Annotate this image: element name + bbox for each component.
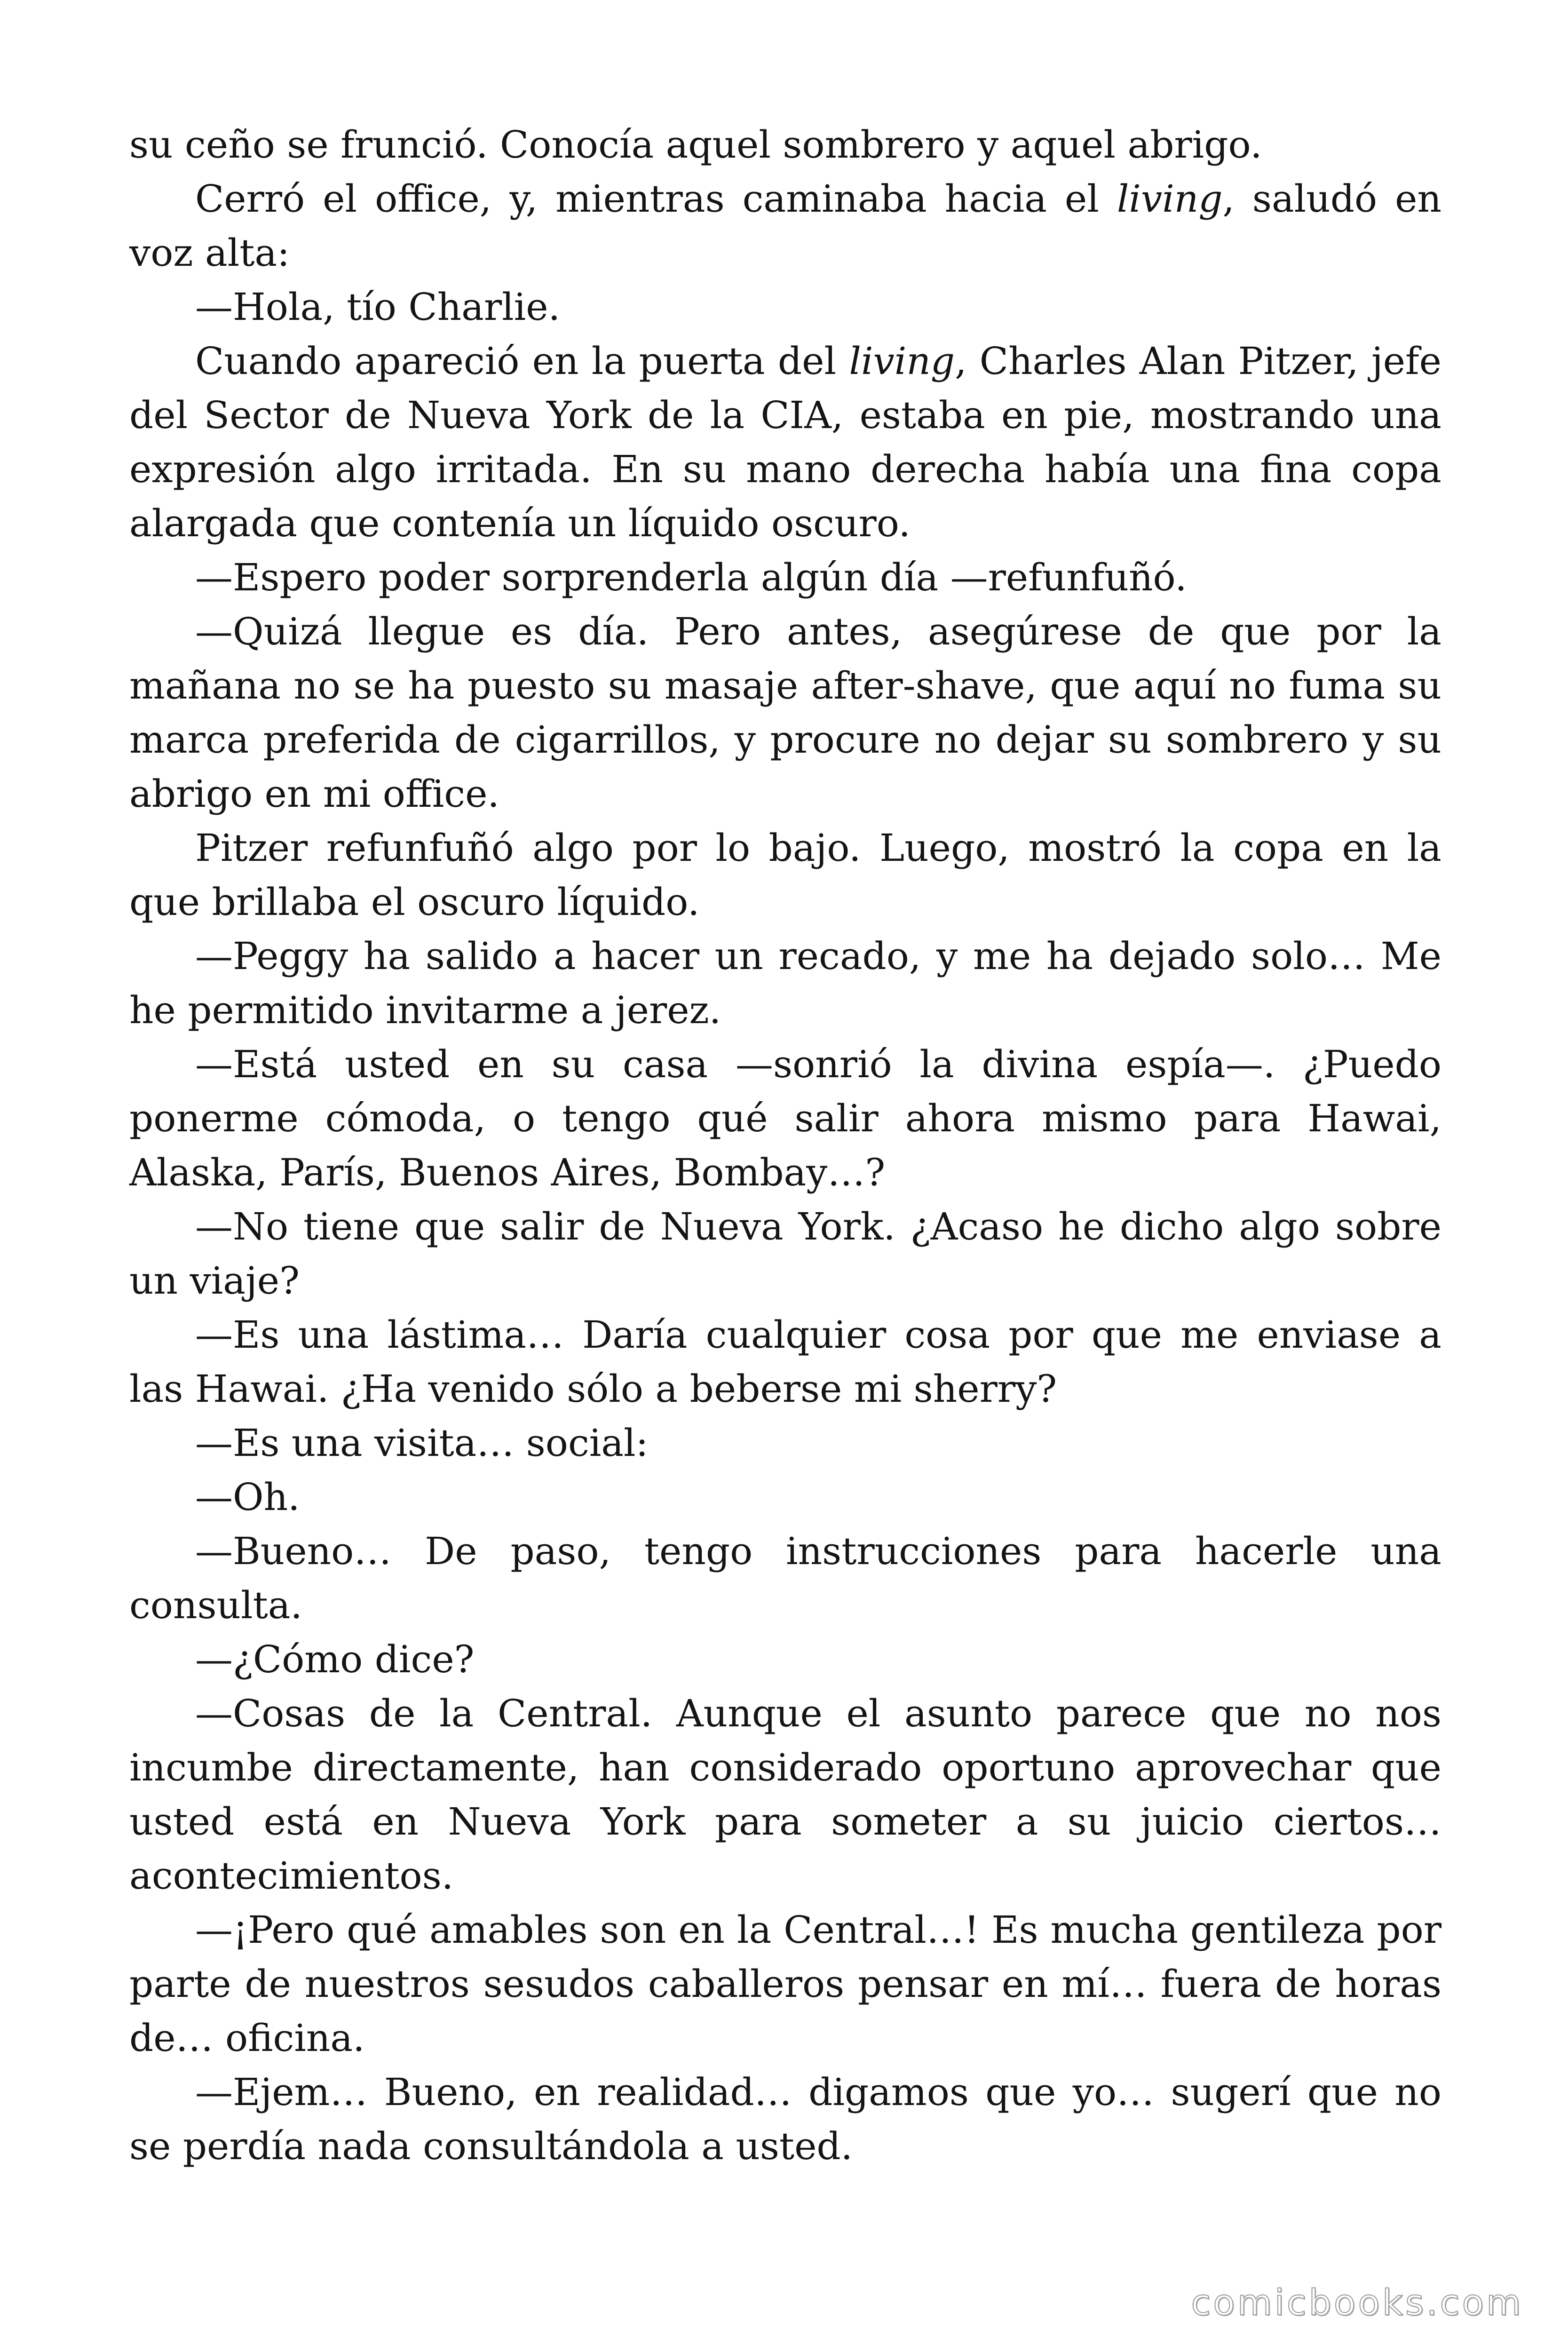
text-run: , Charles Alan Pitzer, jefe del Sector de Nueva York de la CIA, estaba en pie, mostrando una expresión algo irritada. En su mano derecha había una fina copa alargada que contenía un líquido oscuro.	[129, 339, 1441, 545]
body-text	[129, 118, 1441, 2173]
text-run: —Es una visita… social:	[195, 1421, 649, 1465]
text-run: Cerró el office, y, mientras caminaba hacia el	[195, 177, 1117, 221]
paragraph	[129, 550, 1441, 604]
paragraph	[129, 280, 1441, 334]
text-run: —Está usted en su casa —sonrió la divina espía—. ¿Puedo ponerme cómoda, o tengo qué salir ahora mismo para Hawai, Alaska, París, Buenos Aires, Bombay…?	[129, 1042, 1441, 1194]
text-run: Cuando apareció en la puerta del	[195, 339, 849, 383]
paragraph	[129, 2065, 1441, 2173]
italic-text: living	[849, 339, 955, 383]
paragraph	[129, 1686, 1441, 1903]
text-run: —¿Cómo dice?	[195, 1637, 475, 1681]
text-run: —Peggy ha salido a hacer un recado, y me ha dejado solo… Me he permitido invitarme a jerez.	[129, 934, 1441, 1032]
text-run: —Oh.	[195, 1475, 300, 1519]
paragraph	[129, 1416, 1441, 1470]
paragraph	[129, 1308, 1441, 1416]
text-run: , saludó en voz alta:	[129, 177, 1442, 275]
text-run: —Quizá llegue es día. Pero antes, asegúrese de que por la mañana no se ha puesto su masaje after-shave, que aquí no fuma su marca preferida de cigarrillos, y procure no dejar su sombrero y su abrigo en mi office.	[129, 610, 1441, 816]
paragraph	[129, 334, 1441, 550]
paragraph	[129, 1632, 1441, 1686]
paragraph	[129, 1524, 1441, 1632]
text-run: —¡Pero qué amables son en la Central…! Es mucha gentileza por parte de nuestros sesudos caballeros pensar en mí… fuera de horas de… oficina.	[129, 1908, 1441, 2060]
paragraph	[129, 929, 1441, 1037]
text-run: —Hola, tío Charlie.	[195, 285, 561, 329]
text-run: —No tiene que salir de Nueva York. ¿Acaso he dicho algo sobre un viaje?	[129, 1205, 1441, 1303]
text-run: su ceño se frunció. Conocía aquel sombrero y aquel abrigo.	[129, 123, 1262, 167]
italic-text: living	[1117, 177, 1223, 221]
paragraph	[129, 172, 1441, 280]
watermark-text: comicbooks.com	[1191, 2281, 1523, 2323]
paragraph	[129, 821, 1441, 929]
text-run: —Espero poder sorprenderla algún día —refunfuñó.	[195, 556, 1187, 599]
text-run: —Bueno… De paso, tengo instrucciones para hacerle una consulta.	[129, 1529, 1441, 1627]
paragraph	[129, 1470, 1441, 1524]
paragraph	[129, 604, 1441, 821]
paragraph	[129, 1037, 1441, 1200]
text-run: —Cosas de la Central. Aunque el asunto parece que no nos incumbe directamente, han considerado oportuno aprovechar que usted está en Nueva York para someter a su juicio ciertos… acontecimientos.	[129, 1692, 1441, 1898]
text-run: —Ejem… Bueno, en realidad… digamos que yo… sugerí que no se perdía nada consultándola a usted.	[129, 2070, 1441, 2168]
paragraph	[129, 1200, 1441, 1308]
paragraph	[129, 1903, 1441, 2065]
text-run: —Es una lástima… Daría cualquier cosa por que me enviase a las Hawai. ¿Ha venido sólo a beberse mi sherry?	[129, 1313, 1441, 1411]
text-run: Pitzer refunfuñó algo por lo bajo. Luego, mostró la copa en la que brillaba el oscuro líquido.	[129, 826, 1441, 924]
paragraph	[129, 118, 1441, 172]
